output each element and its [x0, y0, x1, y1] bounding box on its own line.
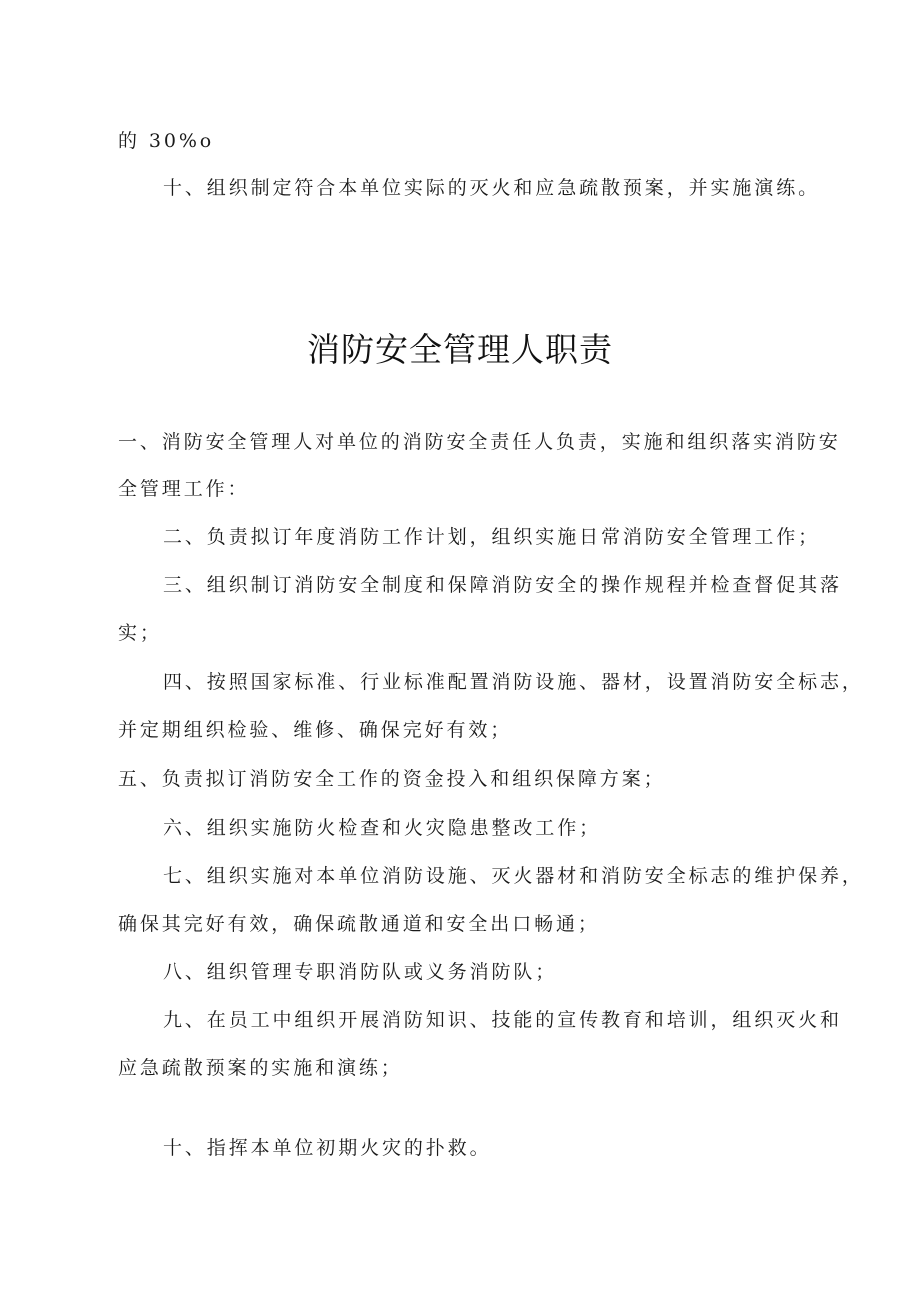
item-3-line-1: 三、组织制订消防安全制度和保障消防安全的操作规程并检查督促其落: [163, 574, 842, 596]
item-6: 六、组织实施防火检查和火灾隐患整改工作；: [163, 817, 602, 839]
item-9-line-2: 应急疏散预案的实施和演练；: [118, 1057, 403, 1079]
item-8: 八、组织管理专职消防队或义务消防队；: [163, 961, 558, 983]
item-5: 五、负责拟订消防安全工作的资金投入和组织保障方案；: [118, 768, 666, 790]
item-2: 二、负责拟订年度消防工作计划，组织实施日常消防安全管理工作；: [163, 526, 821, 548]
section-title: 消防安全管理人职责: [307, 330, 613, 369]
continued-text-line: 的 30%o: [118, 130, 215, 152]
item-1-line-2: 全管理工作：: [118, 478, 250, 500]
item-4-line-1: 四、按照国家标准、行业标准配置消防设施、器材，设置消防安全标志，: [163, 671, 864, 693]
item-9-line-1: 九、在员工中组织开展消防知识、技能的宣传教育和培训，组织灭火和: [163, 1009, 842, 1031]
item-7-line-2: 确保其完好有效，确保疏散通道和安全出口畅通；: [118, 913, 600, 935]
item-10: 十、指挥本单位初期火灾的扑救。: [163, 1137, 492, 1159]
item-7-line-1: 七、组织实施对本单位消防设施、灭火器材和消防安全标志的维护保养，: [163, 865, 864, 887]
item-1-line-1: 一、消防安全管理人对单位的消防安全责任人负责，实施和组织落实消防安: [118, 431, 841, 453]
previous-item-ten: 十、组织制定符合本单位实际的灭火和应急疏散预案，并实施演练。: [163, 177, 821, 199]
item-4-line-2: 并定期组织检验、维修、确保完好有效；: [118, 719, 513, 741]
item-3-line-2: 实；: [118, 622, 162, 644]
